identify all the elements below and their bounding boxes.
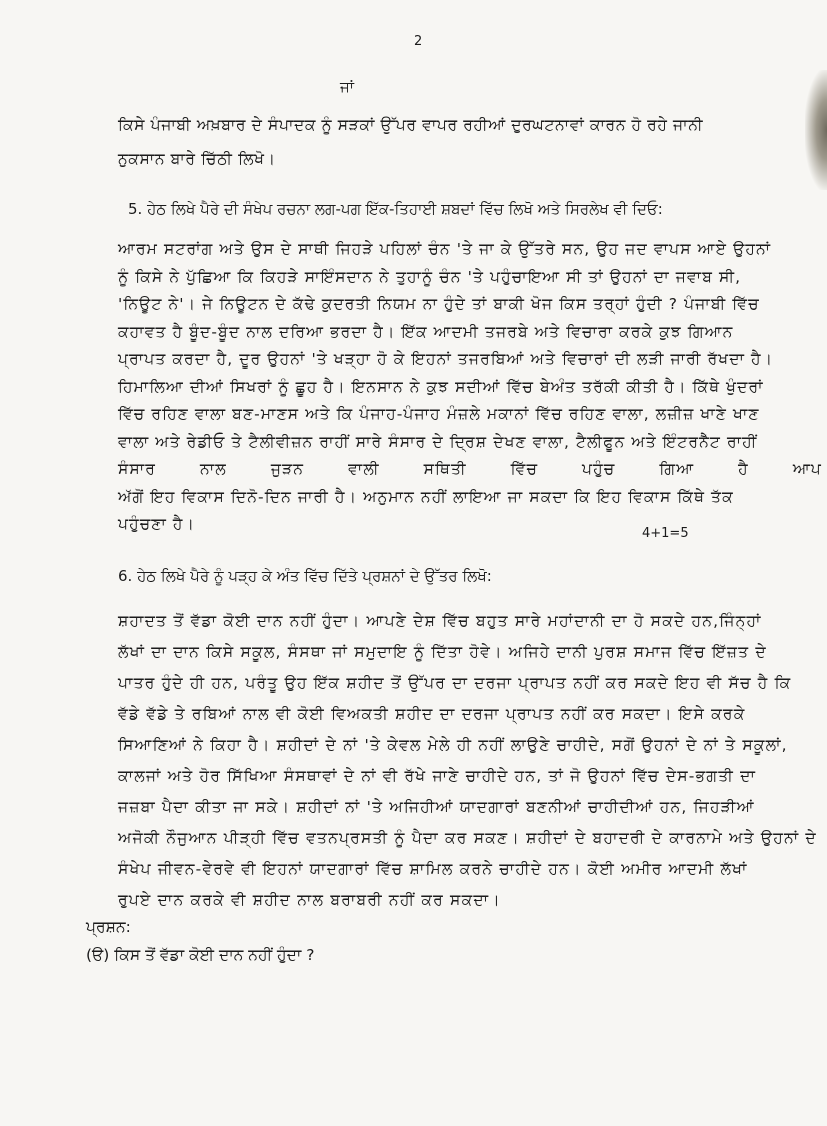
passage-line: ਸ਼ਹਾਦਤ ਤੋਂ ਵੱਡਾ ਕੋਈ ਦਾਨ ਨਹੀਂ ਹੁੰਦਾ। ਆਪਣੇ ਦੇਸ਼ ਵਿੱਚ ਬਹੁਤ ਸਾਰੇ ਮਹਾਂਦਾਨੀ ਦਾ ਹੋ ਸਕਦੇ ਹਨ,ਜਿੰਨ੍ਹਾਂ xyxy=(118,612,762,630)
passage-line: 'ਨਿਊਟ ਨੇ'। ਜੇ ਨਿਊਟਨ ਦੇ ਕੱਢੇ ਕੁਦਰਤੀ ਨਿਯਮ ਨਾ ਹੁੰਦੇ ਤਾਂ ਬਾਕੀ ਖੋਜ ਕਿਸ ਤਰ੍ਹਾਂ ਹੁੰਦੀ ? ਪੰਜਾਬੀ ਵਿੱਚ xyxy=(118,295,760,313)
passage-line: ਵਾਲਾ ਅਤੇ ਰੇਡੀਓ ਤੇ ਟੈਲੀਵੀਜ਼ਨ ਰਾਹੀਂ ਸਾਰੇ ਸੰਸਾਰ ਦੇ ਦ੍ਰਿਸ਼ ਦੇਖਣ ਵਾਲਾ, ਟੈਲੀਫੂਨ ਅਤੇ ਇੰਟਰਨੈੱਟ ਰਾਹੀਂ xyxy=(118,432,758,451)
question-5-marks: 4+1=5 xyxy=(642,526,689,541)
questions-label: ਪ੍ਰਸ਼ਨ: xyxy=(86,918,131,936)
question-5-passage xyxy=(118,236,822,539)
passage-line: ਵੱਡੇ ਵੱਡੇ ਤੇ ਰਬਿਆਂ ਨਾਲ ਵੀ ਕੋਈ ਵਿਅਕਤੀ ਸ਼ਹੀਦ ਦਾ ਦਰਜਾ ਪ੍ਰਾਪਤ ਨਹੀਂ ਕਰ ਸਕਦਾ। ਇਸੇ ਕਰਕੇ xyxy=(118,705,746,723)
passage-line: ਜਜ਼ਬਾ ਪੈਦਾ ਕੀਤਾ ਜਾ ਸਕੇ। ਸ਼ਹੀਦਾਂ ਨਾਂ 'ਤੇ ਅਜਿਹੀਆਂ ਯਾਦਗਾਰਾਂ ਬਣਨੀਆਂ ਚਾਹੀਦੀਆਂ ਹਨ, ਜਿਹੜੀਆਂ xyxy=(118,798,755,816)
question-6-passage xyxy=(118,606,817,916)
question-5-heading: 5. ਹੇਠ ਲਿਖੇ ਪੈਰੇ ਦੀ ਸੰਖੇਪ ਰਚਨਾ ਲਗ-ਪਗ ਇੱਕ-ਤਿਹਾਈ ਸ਼ਬਦਾਂ ਵਿੱਚ ਲਿਖੋ ਅਤੇ ਸਿਰਲੇਖ ਵੀ ਦਿਓ: xyxy=(128,200,663,218)
passage-line: ਪ੍ਰਾਪਤ ਕਰਦਾ ਹੈ, ਦੂਰ ਉਹਨਾਂ 'ਤੇ ਖੜ੍ਹਾ ਹੋ ਕੇ ਇਹਨਾਂ ਤਜਰਬਿਆਂ ਅਤੇ ਵਿਚਾਰਾਂ ਦੀ ਲੜੀ ਜਾਰੀ ਰੱਖਦਾ ਹੈ। xyxy=(118,350,774,368)
passage-line: ਸੰਖੇਪ ਜੀਵਨ-ਵੇਰਵੇ ਵੀ ਇਹਨਾਂ ਯਾਦਗਾਰਾਂ ਵਿੱਚ ਸ਼ਾਮਿਲ ਕਰਨੇ ਚਾਹੀਦੇ ਹਨ। ਕੋਈ ਅਮੀਰ ਆਦਮੀ ਲੱਖਾਂ xyxy=(118,860,748,878)
letter-prompt-line: ਕਿਸੇ ਪੰਜਾਬੀ ਅਖ਼ਬਾਰ ਦੇ ਸੰਪਾਦਕ ਨੂੰ ਸੜਕਾਂ ਉੱਪਰ ਵਾਪਰ ਰਹੀਆਂ ਦੁਰਘਟਨਾਵਾਂ ਕਾਰਨ ਹੋ ਰਹੇ ਜਾਨੀ xyxy=(118,116,704,134)
passage-line: ਕਹਾਵਤ ਹੈ ਬੂੰਦ-ਬੂੰਦ ਨਾਲ ਦਰਿਆ ਭਰਦਾ ਹੈ। ਇੱਕ ਆਦਮੀ ਤਜਰਬੇ ਅਤੇ ਵਿਚਾਰਾ ਕਰਕੇ ਕੁਝ ਗਿਆਨ xyxy=(118,322,734,341)
question-6-heading: 6. ਹੇਠ ਲਿਖੇ ਪੈਰੇ ਨੂੰ ਪੜ੍ਹ ਕੇ ਅੰਤ ਵਿੱਚ ਦਿੱਤੇ ਪ੍ਰਸ਼ਨਾਂ ਦੇ ਉੱਤਰ ਲਿਖੋ: xyxy=(118,567,492,585)
sub-question-a: (ੳ) ਕਿਸ ਤੋਂ ਵੱਡਾ ਕੋਈ ਦਾਨ ਨਹੀਂ ਹੁੰਦਾ ? xyxy=(86,946,315,964)
passage-line: ਨੂੰ ਕਿਸੇ ਨੇ ਪੁੱਛਿਆ ਕਿ ਕਿਹੜੇ ਸਾਇੰਸਦਾਨ ਨੇ ਤੁਹਾਨੂੰ ਚੰਨ 'ਤੇ ਪਹੁੰਚਾਇਆ ਸੀ ਤਾਂ ਉਹਨਾਂ ਦਾ ਜਵਾਬ ਸੀ, xyxy=(118,267,742,286)
passage-line: ਵਿੱਚ ਰਹਿਣ ਵਾਲਾ ਬਣ-ਮਾਣਸ ਅਤੇ ਕਿ ਪੰਜਾਹ-ਪੰਜਾਹ ਮੰਜ਼ਲੇ ਮਕਾਨਾਂ ਵਿੱਚ ਰਹਿਣ ਵਾਲਾ, ਲਜ਼ੀਜ਼ ਖਾਣੇ ਖਾਣ xyxy=(118,405,760,423)
passage-line: ਕਾਲਜਾਂ ਅਤੇ ਹੋਰ ਸਿੱਖਿਆ ਸੰਸਥਾਵਾਂ ਦੇ ਨਾਂ ਵੀ ਰੱਖੇ ਜਾਣੇ ਚਾਹੀਦੇ ਹਨ, ਤਾਂ ਜੋ ਉਹਨਾਂ ਵਿੱਚ ਦੇਸ-ਭਗਤੀ ਦਾ xyxy=(118,767,757,785)
passage-line: ਹਿਮਾਲਿਆ ਦੀਆਂ ਸਿਖਰਾਂ ਨੂੰ ਛੂਹ ਹੈ। ਇਨਸਾਨ ਨੇ ਕੁਝ ਸਦੀਆਂ ਵਿੱਚ ਬੇਅੰਤ ਤਰੱਕੀ ਕੀਤੀ ਹੈ। ਕਿੱਥੇ ਖੁੰਦਰਾਂ xyxy=(118,377,764,396)
letter-prompt-line: ਨੁਕਸਾਨ ਬਾਰੇ ਚਿੱਠੀ ਲਿਖੋ। xyxy=(118,150,276,168)
letter-prompt xyxy=(118,108,746,176)
passage-line: ਆਰਮ ਸਟਰਾਂਗ ਅਤੇ ਉਸ ਦੇ ਸਾਥੀ ਜਿਹੜੇ ਪਹਿਲਾਂ ਚੰਨ 'ਤੇ ਜਾ ਕੇ ਉੱਤਰੇ ਸਨ, ਉਹ ਜਦ ਵਾਪਸ ਆਏ ਉਹਨਾਂ xyxy=(118,240,772,258)
page-number: 2 xyxy=(414,34,423,49)
passage-line: ਅਜੋਕੀ ਨੌਜੁਆਨ ਪੀੜ੍ਹੀ ਵਿੱਚ ਵਤਨਪ੍ਰਸਤੀ ਨੂੰ ਪੈਦਾ ਕਰ ਸਕਣ। ਸ਼ਹੀਦਾਂ ਦੇ ਬਹਾਦਰੀ ਦੇ ਕਾਰਨਾਮੇ ਅਤੇ ਉਹਨਾਂ ਦੇ xyxy=(118,829,817,847)
passage-line: ਸੰਸਾਰ ਨਾਲ ਜੁੜਨ ਵਾਲੀ ਸਥਿਤੀ ਵਿੱਚ ਪਹੁੰਚ ਗਿਆ ਹੈ ਆਪ xyxy=(118,460,822,478)
passage-line: ਪਹੁੰਚਣਾ ਹੈ। xyxy=(118,515,196,533)
passage-line: ਰੁਪਏ ਦਾਨ ਕਰਕੇ ਵੀ ਸ਼ਹੀਦ ਨਾਲ ਬਰਾਬਰੀ ਨਹੀਂ ਕਰ ਸਕਦਾ। xyxy=(118,891,501,909)
passage-line: ਸਿਆਣਿਆਂ ਨੇ ਕਿਹਾ ਹੈ। ਸ਼ਹੀਦਾਂ ਦੇ ਨਾਂ 'ਤੇ ਕੇਵਲ ਮੇਲੇ ਹੀ ਨਹੀਂ ਲਾਉਣੇ ਚਾਹੀਦੇ, ਸਗੋਂ ਉਹਨਾਂ ਦੇ ਨਾਂ ਤੇ ਸਕੂਲਾਂ, xyxy=(118,736,788,754)
passage-line: ਪਾਤਰ ਹੁੰਦੇ ਹੀ ਹਨ, ਪਰੰਤੂ ਉਹ ਇੱਕ ਸ਼ਹੀਦ ਤੋਂ ਉੱਪਰ ਦਾ ਦਰਜਾ ਪ੍ਰਾਪਤ ਨਹੀਂ ਕਰ ਸਕਦੇ ਇਹ ਵੀ ਸੱਚ ਹੈ ਕਿ xyxy=(118,674,792,692)
or-separator: ਜਾਂ xyxy=(340,78,355,96)
passage-line: ਲੱਖਾਂ ਦਾ ਦਾਨ ਕਿਸੇ ਸਕੂਲ, ਸੰਸਥਾ ਜਾਂ ਸਮੁਦਾਇ ਨੂੰ ਦਿੱਤਾ ਹੋਵੇ। ਅਜਿਹੇ ਦਾਨੀ ਪੁਰਸ਼ ਸਮਾਜ ਵਿੱਚ ਇੱਜ਼ਤ ਦੇ xyxy=(118,643,767,661)
passage-line: ਅੱਗੋਂ ਇਹ ਵਿਕਾਸ ਦਿਨੋ-ਦਿਨ ਜਾਰੀ ਹੈ। ਅਨੁਮਾਨ ਨਹੀਂ ਲਾਇਆ ਜਾ ਸਕਦਾ ਕਿ ਇਹ ਵਿਕਾਸ ਕਿੱਥੇ ਤੱਕ xyxy=(118,487,734,506)
punch-hole-shadow xyxy=(805,70,827,190)
